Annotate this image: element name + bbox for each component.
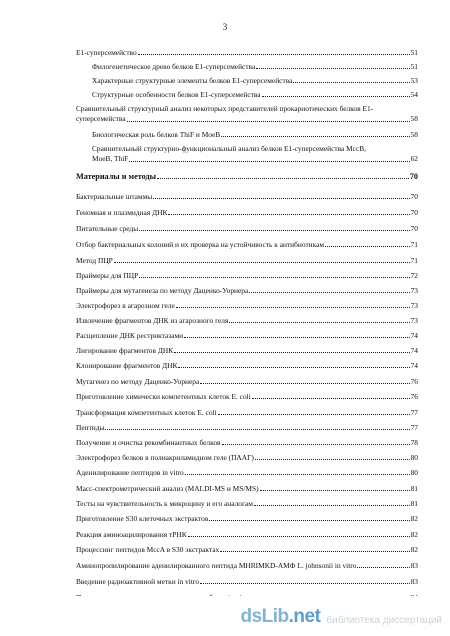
toc-entry-page: 70 xyxy=(409,172,418,181)
toc-entry-title: Аминопропилирование аденилированного пептида MHRIMKD-АМФ L. johnsonii in vitro xyxy=(76,561,357,570)
toc-entry-page: 81 xyxy=(410,499,418,508)
toc-entry xyxy=(76,530,418,539)
toc-entry xyxy=(92,62,418,71)
toc-entry-page: 83 xyxy=(410,577,418,586)
toc-entry xyxy=(76,104,418,124)
toc-entry xyxy=(92,130,418,139)
toc-entry xyxy=(76,192,418,201)
toc-entry-page: 77 xyxy=(410,408,418,417)
dot-leader xyxy=(129,161,409,162)
dot-leader xyxy=(220,551,409,552)
toc-entry-title: Извлечение фрагментов ДНК из агарозного геля xyxy=(76,316,229,325)
dot-leader xyxy=(260,490,410,491)
toc-entry xyxy=(76,240,418,249)
toc-entry-title: Биологическая роль белков ThiF и MoeB xyxy=(92,130,221,139)
toc-entry-page: 80 xyxy=(410,453,418,462)
toc-entry-page: 72 xyxy=(410,271,418,280)
dot-leader xyxy=(209,520,409,521)
toc-entry xyxy=(76,48,418,57)
watermark xyxy=(240,606,442,628)
toc-entry-page: 70 xyxy=(410,224,418,233)
toc-entry xyxy=(92,144,418,164)
dot-leader xyxy=(139,230,409,231)
toc-entry-title: Пептиды xyxy=(76,423,105,432)
toc-entry-page: 51 xyxy=(410,62,418,71)
toc-entry xyxy=(76,286,418,295)
toc-entry-title: Аденилирование пептидов in vitro xyxy=(76,468,184,477)
dot-leader xyxy=(178,367,409,368)
toc-entry-title: Расщепление ДНК рестриктазами xyxy=(76,331,184,340)
dot-leader xyxy=(105,429,409,430)
toc-entry-page: 54 xyxy=(410,90,418,99)
toc-entry-title: Геномная и плазмидная ДНК xyxy=(76,208,168,217)
dot-leader xyxy=(153,198,409,199)
toc-entry-title: Бактериальные штаммы xyxy=(76,192,153,201)
toc-entry-title: Праймеры для мутагенеза по методу Даценко-Уорнера xyxy=(76,286,249,295)
dot-leader xyxy=(249,292,409,293)
toc-entry xyxy=(92,90,418,99)
toc-entry xyxy=(76,361,418,370)
watermark-caption: библиотека диссертаций xyxy=(326,614,442,626)
toc-entry-title: Тесты на чувствительность к микроцину и его аналогам xyxy=(76,499,253,508)
toc-entry-page: 83 xyxy=(410,561,418,570)
toc-entry xyxy=(76,316,418,325)
toc-entry-title: Сравнительный структурный анализ некоторых представителей прокариотических белков Е1- xyxy=(76,104,374,113)
toc-entry-title: Процессинг пептидов MccA в S30 экстрактах xyxy=(76,545,220,554)
dot-leader xyxy=(262,96,410,97)
toc-entry xyxy=(92,76,418,85)
toc-entry-title: Метод ПЦР xyxy=(76,256,113,265)
dot-leader xyxy=(229,322,409,323)
toc-entry-page: 82 xyxy=(410,545,418,554)
dot-leader xyxy=(293,82,409,83)
toc-entry-page: 76 xyxy=(410,392,418,401)
toc-entry-title: Клонирование фрагментов ДНК xyxy=(76,361,178,370)
toc-entry-page: 71 xyxy=(410,256,418,265)
toc-entry xyxy=(76,346,418,355)
toc-entry-page: 74 xyxy=(410,361,418,370)
dot-leader xyxy=(357,567,409,568)
dot-leader xyxy=(168,214,409,215)
dot-leader xyxy=(256,68,409,69)
dot-leader xyxy=(127,121,410,122)
toc-entry-title: Введение радиоактивной метки in vitro xyxy=(76,577,200,586)
toc-entry-title: Структурные особенности белков Е1-суперсемейства xyxy=(92,90,261,99)
toc-entry xyxy=(76,208,418,217)
dot-leader xyxy=(200,583,410,584)
toc-entry-page: 53 xyxy=(410,76,418,85)
page-number: 3 xyxy=(222,22,228,32)
toc-entry-title: Реакция аминоацилирования тРНК xyxy=(76,530,187,539)
toc-entry-title: Материалы и методы xyxy=(76,172,157,181)
toc-entry-title: Праймеры для ПЦР xyxy=(76,271,139,280)
toc-entry-page: 82 xyxy=(410,514,418,523)
toc-entry xyxy=(76,453,418,462)
toc-entry xyxy=(76,271,418,280)
dot-leader xyxy=(185,474,410,475)
watermark-logo: dsLib.net xyxy=(240,606,321,627)
toc-entry-title: Филогенетическое древо белков Е1-суперсемейства xyxy=(92,62,256,71)
toc-entry-page: 62 xyxy=(410,154,418,163)
toc-entry xyxy=(76,468,418,477)
dot-leader xyxy=(325,246,410,247)
toc-entry-page: 58 xyxy=(410,114,418,123)
toc-entry xyxy=(76,561,418,570)
toc-section-heading xyxy=(76,172,418,181)
dot-leader xyxy=(218,414,410,415)
toc-entry-page: 80 xyxy=(410,468,418,477)
toc-entry-title: Получение и очистка рекомбинантных белков xyxy=(76,438,221,447)
toc-entry-page: 74 xyxy=(410,331,418,340)
toc-entry-page: 71 xyxy=(410,240,418,249)
toc-entry-title: Характерные структурные элементы белков Е1-суперсемейства xyxy=(92,76,293,85)
toc-entry-title: Трансформация компетентных клеток E. coli xyxy=(76,408,217,417)
toc-entry-title: Мутагенез по методу Даценко-Уорнера xyxy=(76,377,200,386)
dot-leader xyxy=(157,178,409,179)
toc-entry-title: Электрофорез белков в полиакриламидном геле (ПААГ) xyxy=(76,453,254,462)
toc-entry-page: 73 xyxy=(410,316,418,325)
dot-leader xyxy=(188,536,410,537)
toc-entry-page: 73 xyxy=(410,286,418,295)
toc-entry-title: Е1-суперсемейство xyxy=(76,48,137,57)
toc-entry xyxy=(76,484,418,493)
dot-leader xyxy=(176,307,410,308)
toc-entry-page: 73 xyxy=(410,301,418,310)
toc-entry xyxy=(76,423,418,432)
toc-entry-title: Питательные среды xyxy=(76,224,139,233)
toc-entry xyxy=(76,301,418,310)
dot-leader xyxy=(254,505,410,506)
toc-entry xyxy=(76,256,418,265)
toc-entry xyxy=(76,499,418,508)
toc-entry xyxy=(76,408,418,417)
toc-entry-title-cont: суперсемейства xyxy=(76,114,126,123)
toc-entry-page: 82 xyxy=(410,530,418,539)
dot-leader xyxy=(221,136,409,137)
toc-entry-title: Приготовление химически компетентных клеток E. coli xyxy=(76,392,251,401)
dot-leader xyxy=(255,459,410,460)
dot-leader xyxy=(200,383,409,384)
toc-entry xyxy=(76,438,418,447)
toc-entry xyxy=(76,545,418,554)
toc-entry-page: 77 xyxy=(410,423,418,432)
toc-entry-title-cont: MoeB, ThiF xyxy=(92,154,129,163)
toc-entry-title: Масс-спектрометрический анализ (MALDI-MS и MS/MS) xyxy=(76,484,259,493)
toc-entry xyxy=(76,577,418,586)
toc-entry xyxy=(76,514,418,523)
toc-entry-page: 70 xyxy=(410,192,418,201)
toc-entry-title: Отбор бактериальных колоний и их проверка на устойчивость к антибиотикам xyxy=(76,240,325,249)
toc-entry-page: 74 xyxy=(410,346,418,355)
toc-entry-title: Лигирование фрагментов ДНК xyxy=(76,346,174,355)
toc-entry-page: 78 xyxy=(410,438,418,447)
toc-entry-page: 58 xyxy=(410,130,418,139)
toc-entry xyxy=(76,224,418,233)
toc-entry-title: Электрофорез в агарозном геле xyxy=(76,301,175,310)
toc-entry xyxy=(76,392,418,401)
toc-entry-title: Сравнительный структурно-функциональный анализ белков Е1-суперсемейства MccB, xyxy=(92,144,367,153)
dot-leader xyxy=(138,54,410,55)
toc-entry-page: 51 xyxy=(410,48,418,57)
dot-leader xyxy=(174,352,409,353)
dot-leader xyxy=(139,277,409,278)
dot-leader xyxy=(252,398,410,399)
toc-entry-title: Приготовление S30 клеточных экстрактов xyxy=(76,514,209,523)
toc-entry-page: 70 xyxy=(410,208,418,217)
dot-leader xyxy=(222,444,410,445)
toc-entry xyxy=(76,377,418,386)
toc-entry-page: 81 xyxy=(410,484,418,493)
toc-entry xyxy=(76,331,418,340)
toc-entry-page: 76 xyxy=(410,377,418,386)
dot-leader xyxy=(114,262,410,263)
dot-leader xyxy=(184,337,410,338)
